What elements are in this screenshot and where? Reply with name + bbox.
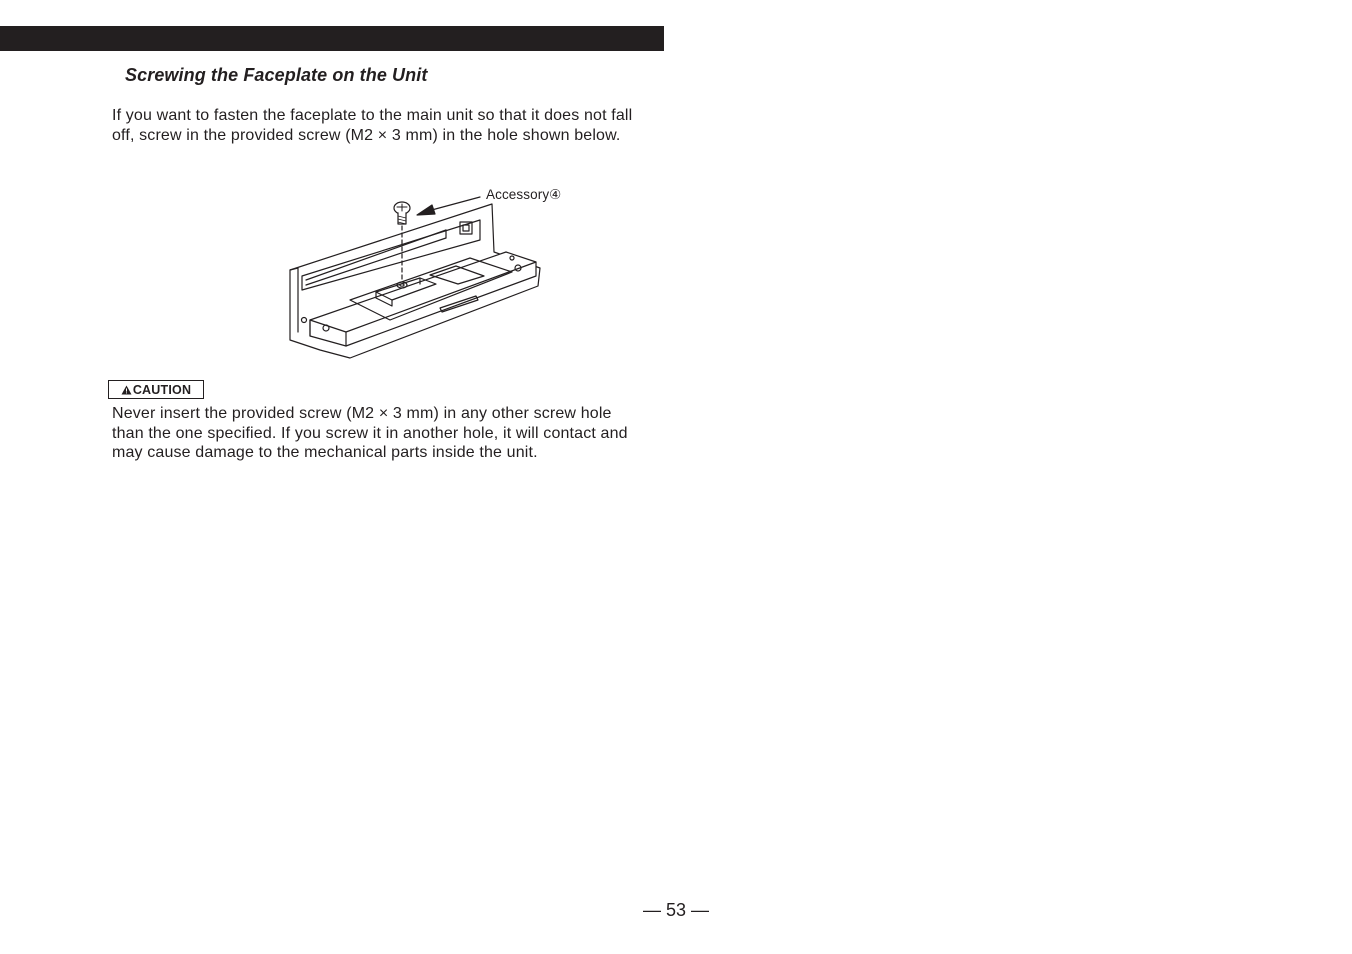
caution-badge xyxy=(108,380,204,399)
page-number: — 53 — xyxy=(642,900,710,920)
screw-icon xyxy=(394,202,410,224)
intro-paragraph: If you want to fasten the faceplate to the main unit so that it does not fall off, screw in the provided screw (M2 × 3 mm) in the hole shown below. xyxy=(112,107,633,144)
header-bar xyxy=(0,26,664,51)
caution-label: CAUTION xyxy=(132,382,192,397)
faceplate-drawing xyxy=(280,180,590,370)
warning-triangle-icon xyxy=(121,385,132,395)
section-title: Screwing the Faceplate on the Unit xyxy=(125,65,428,85)
faceplate-screw-illustration xyxy=(280,180,590,370)
accessory-label: Accessory④ xyxy=(486,187,562,202)
caution-paragraph: Never insert the provided screw (M2 × 3 mm) in any other screw hole than the one specified. If you screw it in another hole, it will contact and may cause damage to the mechanical parts inside the unit. xyxy=(112,405,628,461)
